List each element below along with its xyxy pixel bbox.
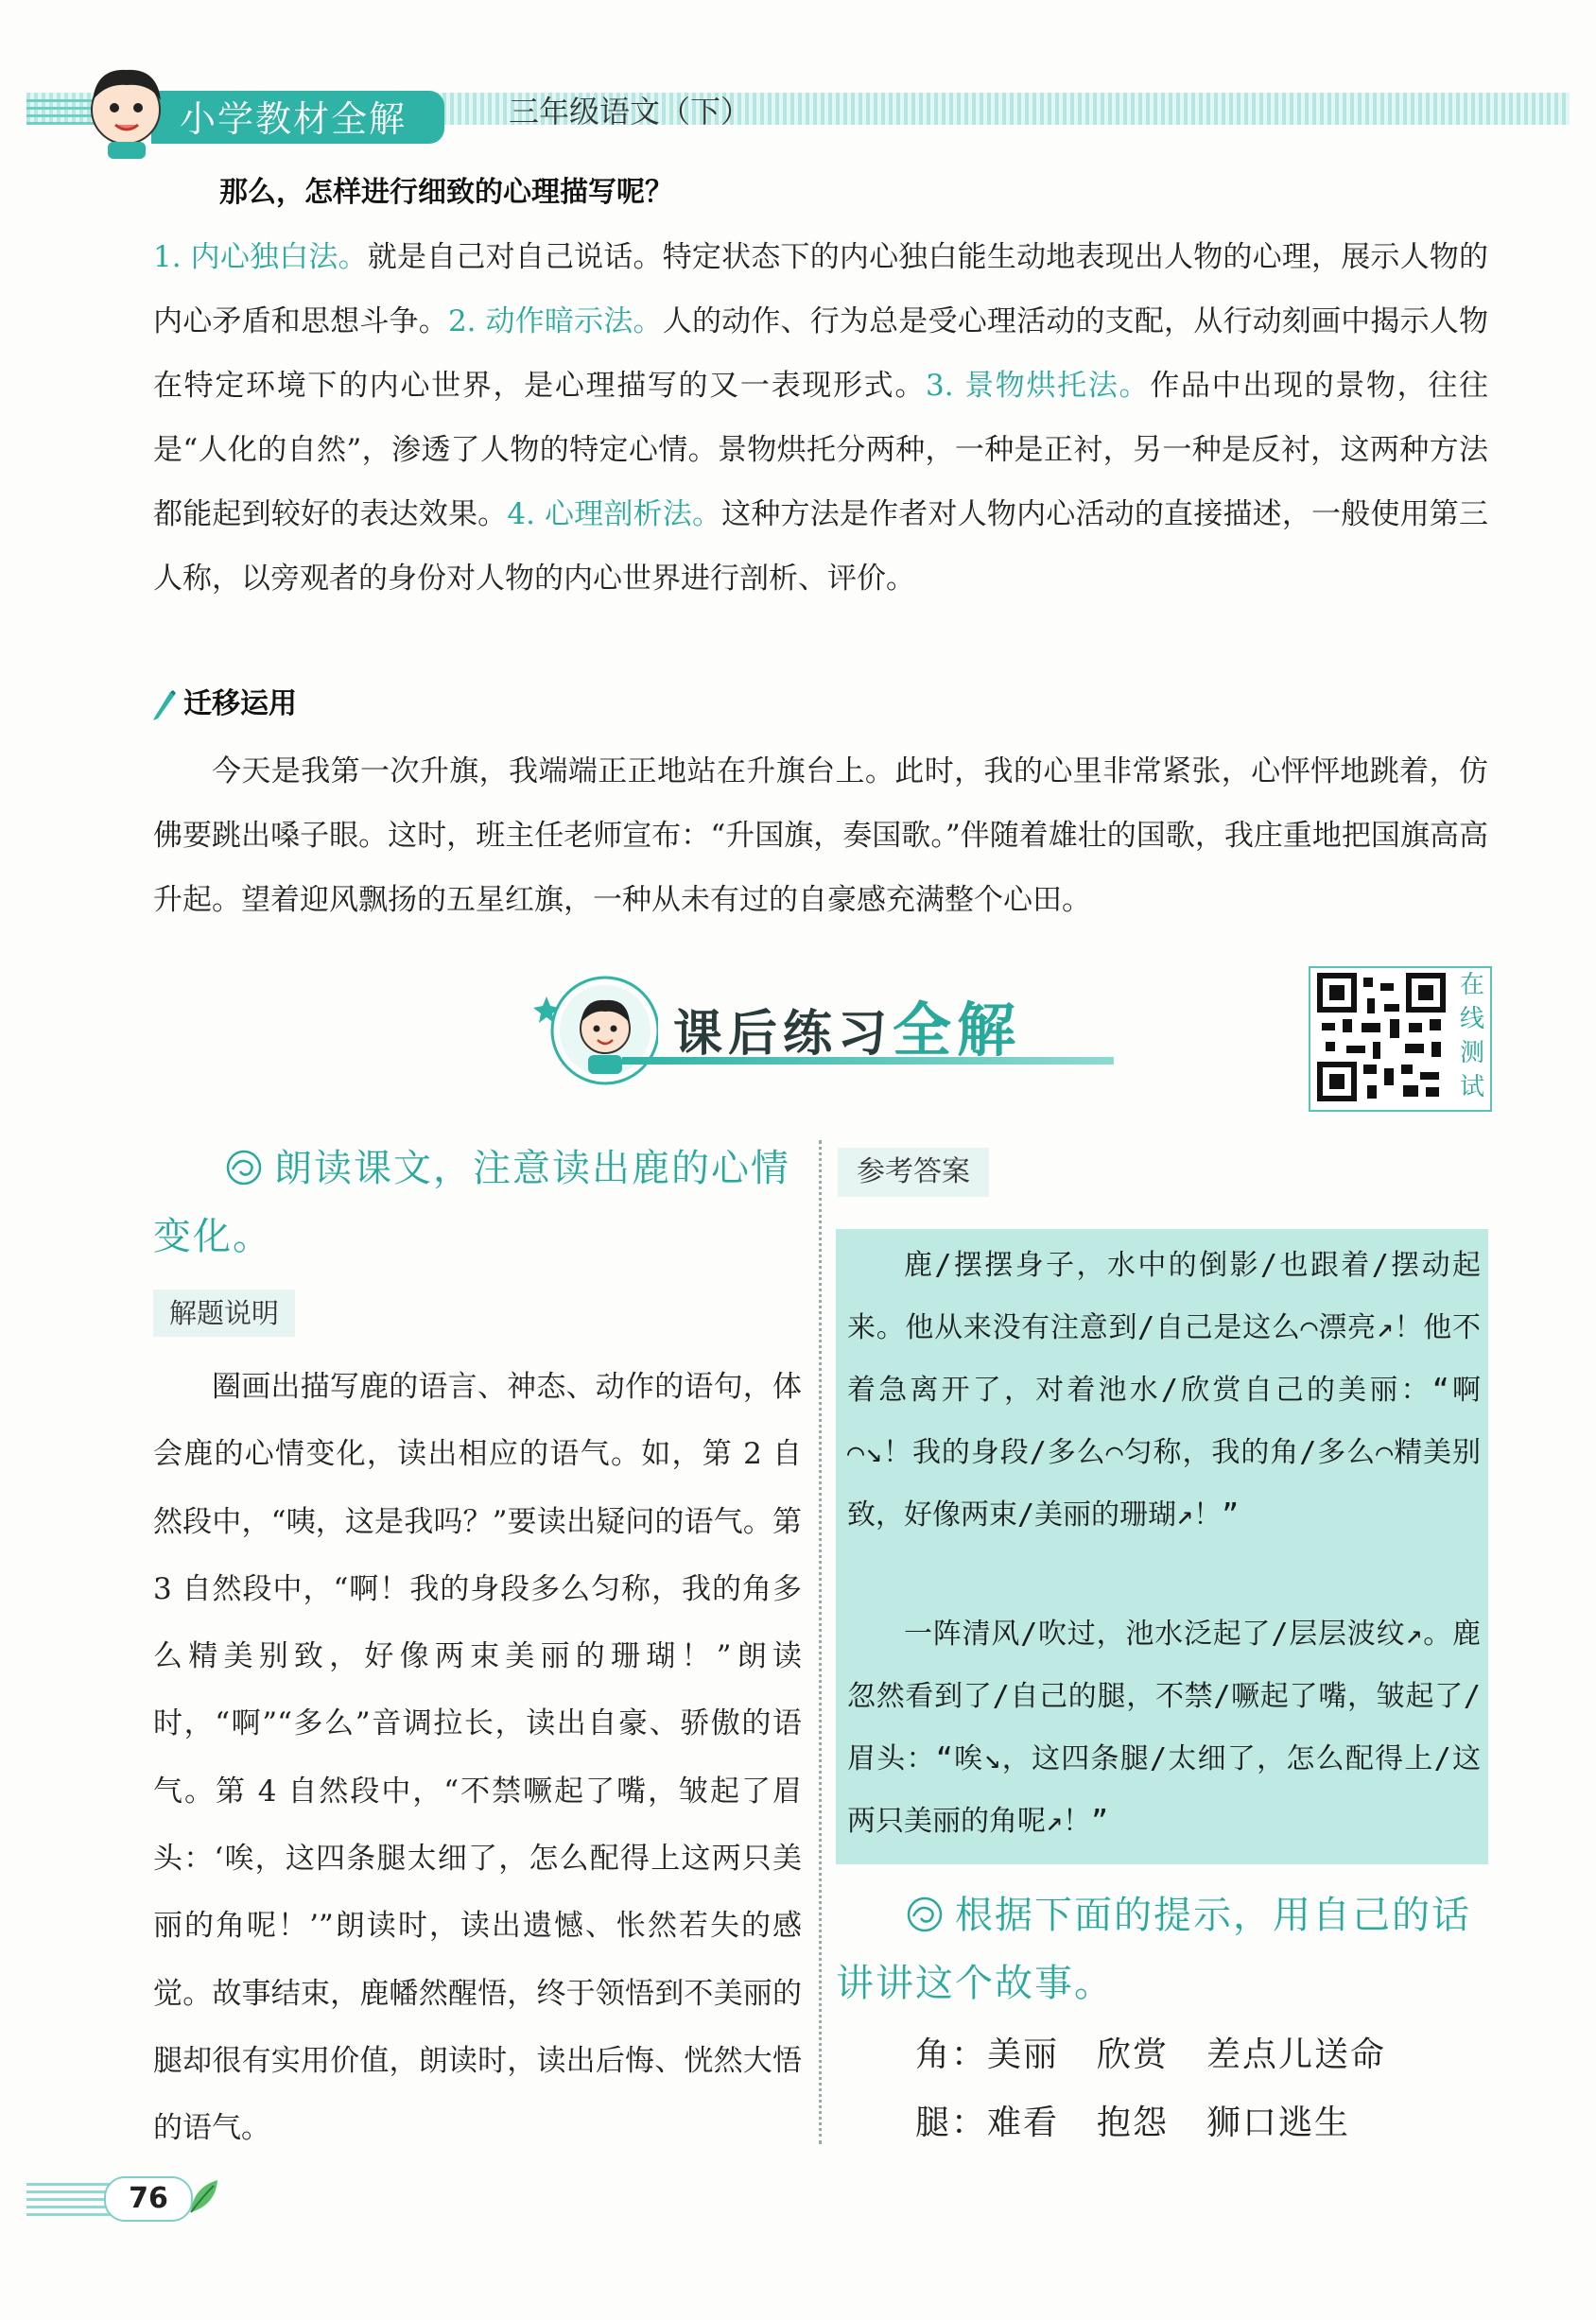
method-4-text: 这种方法是作者对人物内心活动的直接描述，一般使用第三人称，以旁观者的身份对人物的内心世界进行剖析、评价。 [153,497,1489,596]
footer-stripes [26,2178,112,2216]
answer-label: 参考答案 [838,1148,989,1197]
banner-boy-icon [526,968,658,1091]
answer-paragraph-2: 一阵清风/吹过，池水泛起了/层层波纹↗。鹿忽然看到了/自己的腿，不禁/噘起了嘴，皱起了/眉头：“唉↘，这四条腿/太细了，怎么配得上/这两只美丽的角呢↗！” [847,1618,1481,1838]
hint-row-horns [915,2021,1483,2089]
hint-item: 腿：难看 [915,2104,1060,2142]
methods-paragraph [153,225,1488,611]
hint-item: 差点儿送命 [1206,2035,1387,2074]
method-2-title: 2. 动作暗示法。 [447,304,663,338]
leaf-icon [185,2174,223,2218]
intro-question: 那么，怎样进行细致的心理描写呢？ [219,176,673,209]
exercise-2-question [836,1881,1488,2017]
method-1-title: 1. 内心独白法。 [153,240,368,274]
swirl-bullet-icon [906,1896,944,1933]
swirl-bullet-icon [225,1149,263,1186]
transfer-paragraph: 今天是我第一次升旗，我端端正正地站在升旗台上。此时，我的心里非常紧张，心怦怦地跳着，仿佛要跳出嗓子眼。这时，班主任老师宣布：“升国旗，奏国歌。”伴随着雄壮的国歌，我庄重地把国旗高高升起。望着迎风飘扬的五星红旗，一种从未有过的自豪感充满整个心田。 [153,754,1488,917]
transfer-title: 迁移运用 [183,687,297,720]
grade-subject: 三年级语文（下） [509,94,752,130]
book-title: 小学教材全解 [180,98,408,140]
method-4-title: 4. 心理剖析法。 [507,497,722,531]
boy-mascot-icon [74,55,178,159]
method-2-text: 人的动作、行为总是受心理活动的支配，从行动刻画中揭示人物在特定环境下的内心世界，是心理描写的又一表现形式。 [153,304,1489,403]
hint-item: 角：美丽 [915,2035,1060,2074]
hint-row-legs [915,2089,1483,2157]
qr-label: 在线测试 [1456,968,1488,1104]
hint-item: 欣赏 [1097,2035,1170,2074]
column-divider [819,1140,822,2144]
exercise-1-question [153,1134,815,1271]
explain-text: 圈画出描写鹿的语言、神态、动作的语句，体会鹿的心情变化，读出相应的语气。如，第 2 自然段中，“咦，这是我吗？”要读出疑问的语气。第 3 自然段中，“啊！我的身段多么匀称，我的角多么精美别致，好像两束美丽的珊瑚！”朗读时，“啊”“多么”音调拉长，读出自豪、骄傲的语气。第 4 自然段中，“不禁噘起了嘴，皱起了眉头：‘唉，这四条腿太细了，怎么配得上这两只美丽的角呢！’”朗读时，读出遗憾、怅然若失的感觉。故事结束，鹿幡然醒悟，终于领悟到不美丽的腿却很有实用价值，朗读时，读出后悔、恍然大悟的语气。 [153,1370,802,2146]
answer-paragraph-1: 鹿/摆摆身子，水中的倒影/也跟着/摆动起来。他从来没有注意到/自己是这么⌒漂亮↗！他不着急离开了，对着池水/欣赏自己的美丽：“啊⌒↘！我的身段/多么⌒匀称，我的角/多么⌒精美别致，好像两束/美丽的珊瑚↗！” [847,1249,1481,1532]
banner-title [673,993,1146,1068]
transfer-heading [149,681,528,728]
page-number: 76 [104,2176,193,2222]
banner-title-part2: 全解 [893,996,1022,1065]
hint-item: 狮口逃生 [1206,2104,1351,2142]
method-1-text: 就是自己对自己说话。特定状态下的内心独白能生动地表现出人物的心理，展示人物的内心矛盾和思想斗争。 [153,240,1488,338]
exercise-1-question-text: 朗读课文，注意读出鹿的心情变化。 [153,1147,790,1258]
method-3-title: 3. 景物烘托法。 [926,369,1151,403]
hint-item: 抱怨 [1097,2104,1170,2142]
qr-code-icon [1314,970,1456,1108]
banner-title-part1: 课后练习 [673,1006,893,1063]
exercise-2-question-text: 根据下面的提示，用自己的话讲讲这个故事。 [836,1894,1471,2005]
explain-label: 解题说明 [153,1290,295,1337]
method-3-text: 作品中出现的景物，往往是“人化的自然”，渗透了人物的特定心情。景物烘托分两种，一种是正衬，另一种是反衬，这两种方法都能起到较好的表达效果。 [153,369,1489,531]
pencil-icon [149,688,176,720]
